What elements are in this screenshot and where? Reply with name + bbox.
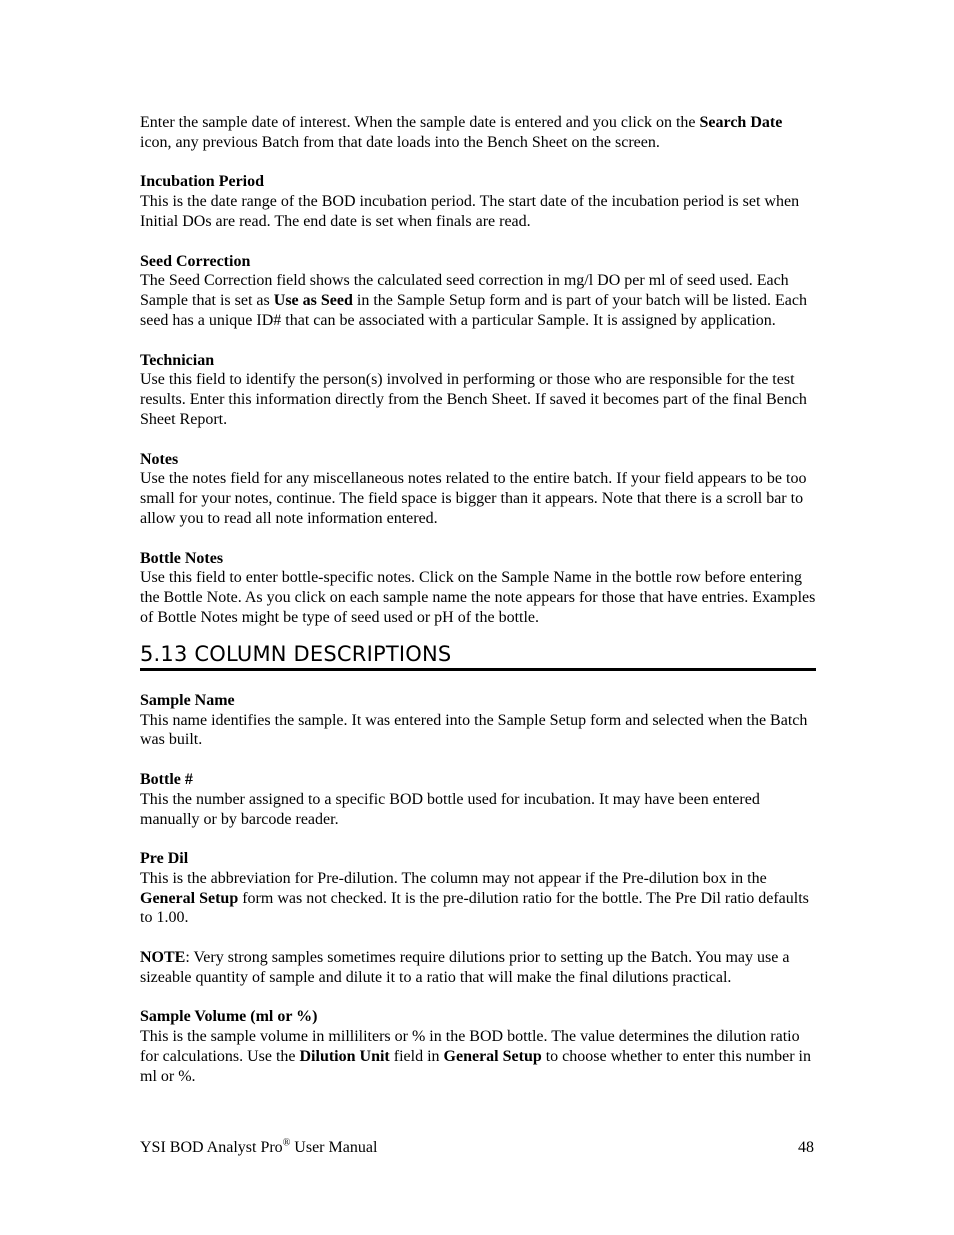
incubation-period-text: This is the date range of the BOD incubation period. The start date of the incubation period is set when Initial DOs are read. The end date is set when finals are read. (140, 193, 800, 230)
pre-dil-heading: Pre Dil (140, 850, 189, 868)
bottle-number-heading: Bottle # (140, 770, 193, 788)
bottle-notes-heading: Bottle Notes (140, 549, 224, 567)
intro-text-cont: icon, any previous Batch from that date loads into the Bench Sheet on the screen. (140, 133, 660, 151)
bottle-notes-section (140, 549, 816, 628)
sample-volume-text-end: to choose whether to enter this number in ml or %. (140, 1048, 811, 1085)
note-label: NOTE (140, 949, 186, 967)
page-footer (140, 1138, 814, 1158)
seed-correction-heading: Seed Correction (140, 252, 251, 270)
general-setup-term: General Setup (140, 889, 239, 907)
notes-section (140, 450, 816, 529)
sample-name-section (140, 691, 816, 750)
bottle-number-text: This the number assigned to a specific BOD bottle used for incubation. It may have been entered manually or by barcode reader. (140, 790, 760, 828)
search-date-term: Search Date (699, 114, 783, 131)
pre-dil-text-cont: form was not checked. It is the pre-dilution ratio for the bottle. The Pre Dil ratio defaults to 1.00. (140, 889, 809, 927)
pre-dil-text: This is the abbreviation for Pre-dilution. The column may not appear if the Pre-dilution box in the (140, 869, 767, 887)
incubation-period-heading: Incubation Period (140, 173, 265, 191)
note-text: : Very strong samples sometimes require dilutions prior to setting up the Batch. You may use a sizeable quantity of sample and dilute it to a ratio that will make the final dilutions practical. (140, 949, 790, 986)
use-as-seed-term: Use as Seed (273, 292, 353, 310)
pre-dil-section (140, 849, 816, 928)
section-title: 5.13 COLUMN DESCRIPTIONS (140, 640, 816, 671)
intro-text: Enter the sample date of interest. When the sample date is entered and you click on the (140, 114, 700, 131)
note-paragraph (140, 948, 816, 988)
sample-name-text: This name identifies the sample. It was entered into the Sample Setup form and selected when the Batch was built. (140, 711, 808, 749)
sample-volume-heading: Sample Volume (ml or %) (140, 1008, 318, 1026)
notes-text: Use the notes field for any miscellaneous notes related to the entire batch. If your field appears to be too small for your notes, continue. The field space is bigger than it appears. Note that there is a scroll bar to allow you to read all note information entered. (140, 470, 807, 527)
seed-correction-text: The Seed Correction field shows the calculated seed correction in mg/l DO per ml of seed used. Each Sample that is set as (140, 272, 789, 310)
sample-volume-section (140, 1007, 816, 1086)
sample-volume-text-mid: field in (389, 1048, 444, 1066)
registered-mark: ® (282, 1137, 291, 1149)
bottle-notes-text: Use this field to enter bottle-specific notes. Click on the Sample Name in the bottle row before entering the Bottle Note. As you click on each sample name the note appears for those that have entries. Examples of Bottle Notes might be type of seed used or pH of the bottle. (140, 569, 816, 626)
sample-volume-text: This is the sample volume in milliliters or % in the BOD bottle. The value determines the dilution ratio for calculations. Use the (140, 1028, 800, 1066)
technician-section (140, 351, 816, 430)
page-number: 48 (798, 1139, 814, 1156)
seed-correction-text-cont: in the Sample Setup form and is part of your batch will be listed. Each seed has a unique ID# that can be associated with a particular Sample. It is assigned by application. (140, 292, 807, 329)
footer-title (140, 1138, 377, 1158)
technician-heading: Technician (140, 351, 215, 369)
sample-name-heading: Sample Name (140, 691, 235, 709)
general-setup-term-2: General Setup (443, 1048, 542, 1066)
intro-paragraph (140, 113, 816, 153)
seed-correction-section (140, 252, 816, 331)
technician-text: Use this field to identify the person(s) involved in performing or those who are responsible for the test results. Enter this information directly from the Bench Sheet. If saved it becomes part of the final Bench Sheet Report. (140, 371, 807, 428)
bottle-number-section (140, 770, 816, 829)
page-content (140, 113, 816, 1106)
dilution-unit-term: Dilution Unit (299, 1048, 390, 1066)
footer-suffix: User Manual (290, 1139, 378, 1156)
footer-product-name: YSI BOD Analyst Pro (140, 1139, 283, 1156)
incubation-period-section (140, 172, 816, 231)
notes-heading: Notes (140, 450, 179, 468)
